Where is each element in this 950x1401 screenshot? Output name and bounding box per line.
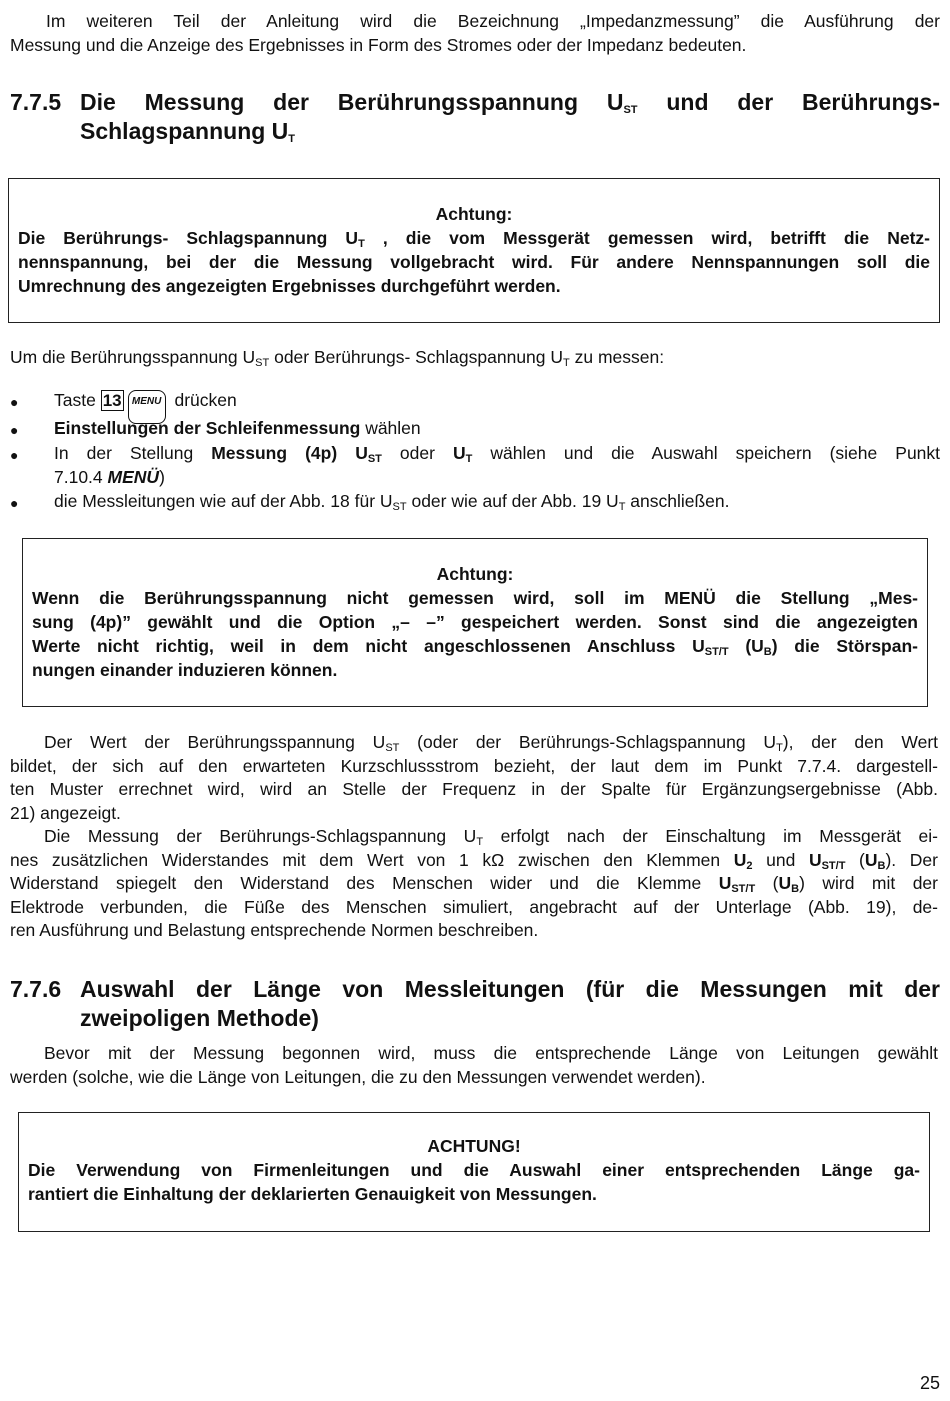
list-item-3: In der Stellung Messung (4p) $U_{ST}$ oder $U_T$ wählen und die Auswahl speichern (siehe Punkt 7.10.4 MENÜ): [54, 443, 941, 487]
body-paragraph-1: Der Wert der Berührungsspannung $U_{ST}$ (oder der Berührungs-Schlagspannung $U_T$), der den Wert bildet, der sich auf den erwarteten Kurzschlussstrom bezieht, der laut dem im Punkt 7.7.4. dargestell- ten Muster errechnet wird, wird an Stelle der Frequenz in der Spalte für Ergänzungsergebnisse (Abb. 21) angezeigt.: [10, 732, 939, 823]
list-item-2: Einstellungen der Schleifenmessung wählen: [54, 418, 421, 438]
intro-paragraph: [10, 10, 940, 57]
intro-line-2: Messung und die Anzeige des Ergebnisses in Form des Stromes oder der Impedanz bedeuten.: [10, 34, 747, 55]
warning-title: Achtung:: [436, 564, 514, 584]
bullet-dot: ●: [10, 495, 19, 511]
body-paragraph-2: Die Messung der Berührungs-Schlagspannung $U_T$ erfolgt nach der Einschaltung im Messgerät ei- nes zusätzlichen Widerstandes mit dem Wert von 1 kΩ zwischen den Klemmen $U_2$ und $U_{ST/T}$ $(U_B)$. Der Widerstand spiegelt den Widerstand des Menschen wider und die Klemme $U_{ST/T}$ $(U_B)$ wird mit der Elektrode verbunden, die Füße des Menschen simuliert, angebracht auf der Unterlage (Abb. 19), de- ren Ausführung und Belastung entsprechende Normen beschreiben.: [10, 826, 938, 940]
bullet-dot: ●: [10, 447, 19, 463]
list-item-1: Taste 13 MENU drücken: [54, 388, 237, 432]
section-title-line-2: Schlagspannung $U_T$: [80, 118, 296, 145]
warning-box-1: [8, 178, 940, 323]
bullet-dot: ●: [10, 422, 19, 438]
page-number: 25: [919, 1373, 940, 1393]
warning-box-2: [22, 538, 928, 707]
intro-line-1: Im weiteren Teil der Anleitung wird die Bezeichnung „Impedanzmessung” die Ausführung der: [46, 11, 940, 31]
section-number: 7.7.5: [10, 89, 62, 115]
key-13-label: 13: [102, 391, 122, 410]
warning-title: Achtung:: [435, 204, 513, 224]
list-item-4: die Messleitungen wie auf der Abb. 18 für $U_{ST}$ oder wie auf der Abb. 19 $U_T$ anschließen.: [54, 491, 730, 513]
section-title-line-1: Auswahl der Länge von Messleitungen (für die Messungen mit der: [80, 976, 940, 1002]
warning-text: Wenn die Berührungsspannung nicht gemessen wird, soll im MENÜ die Stellung „Mes- sung (4p)” gewählt und die Option „– –” gespeichert werden. Sonst sind die angezeigten Werte nicht richtig, weil in dem nicht angeschlossenen Anschluss $U_{ST/T}$ $(U_B)$ die Störspan- nungen einander induzieren können.: [32, 588, 918, 680]
warning-title: ACHTUNG!: [427, 1136, 521, 1156]
warning-text: Die Verwendung von Firmenleitungen und die Auswahl einer entsprechenden Länge ga- rantiert die Einhaltung der deklarierten Genauigkeit von Messungen.: [28, 1160, 920, 1204]
section-title-line-1: Die Messung der Berührungsspannung $U_{ST}$ und der Berührungs-: [80, 89, 940, 116]
menu-key-icon: MENU: [128, 390, 166, 424]
warning-box-3: [18, 1112, 930, 1232]
body-paragraph-3: Bevor mit der Messung begonnen wird, muss die entsprechende Länge von Leitungen gewählt werden (solche, wie die Länge von Leitungen, die zu den Messungen verwendet werden).: [10, 1043, 938, 1087]
bullet-dot: ●: [10, 394, 19, 410]
section-number: 7.7.6: [10, 976, 62, 1002]
section-title-line-2: zweipoligen Methode): [80, 1005, 319, 1031]
howto-line: Um die Berührungsspannung $U_{ST}$ oder Berührungs- Schlagspannung $U_T$ zu messen:: [10, 347, 665, 369]
warning-text: Die Berührungs- Schlagspannung $U_T$ , die vom Messgerät gemessen wird, betrifft die Netz- nennspannung, bei der die Messung vollgebracht wird. Für andere Nennspannungen soll die Umrechnung des angezeigten Ergebnisses durchgeführt werden.: [18, 228, 930, 296]
